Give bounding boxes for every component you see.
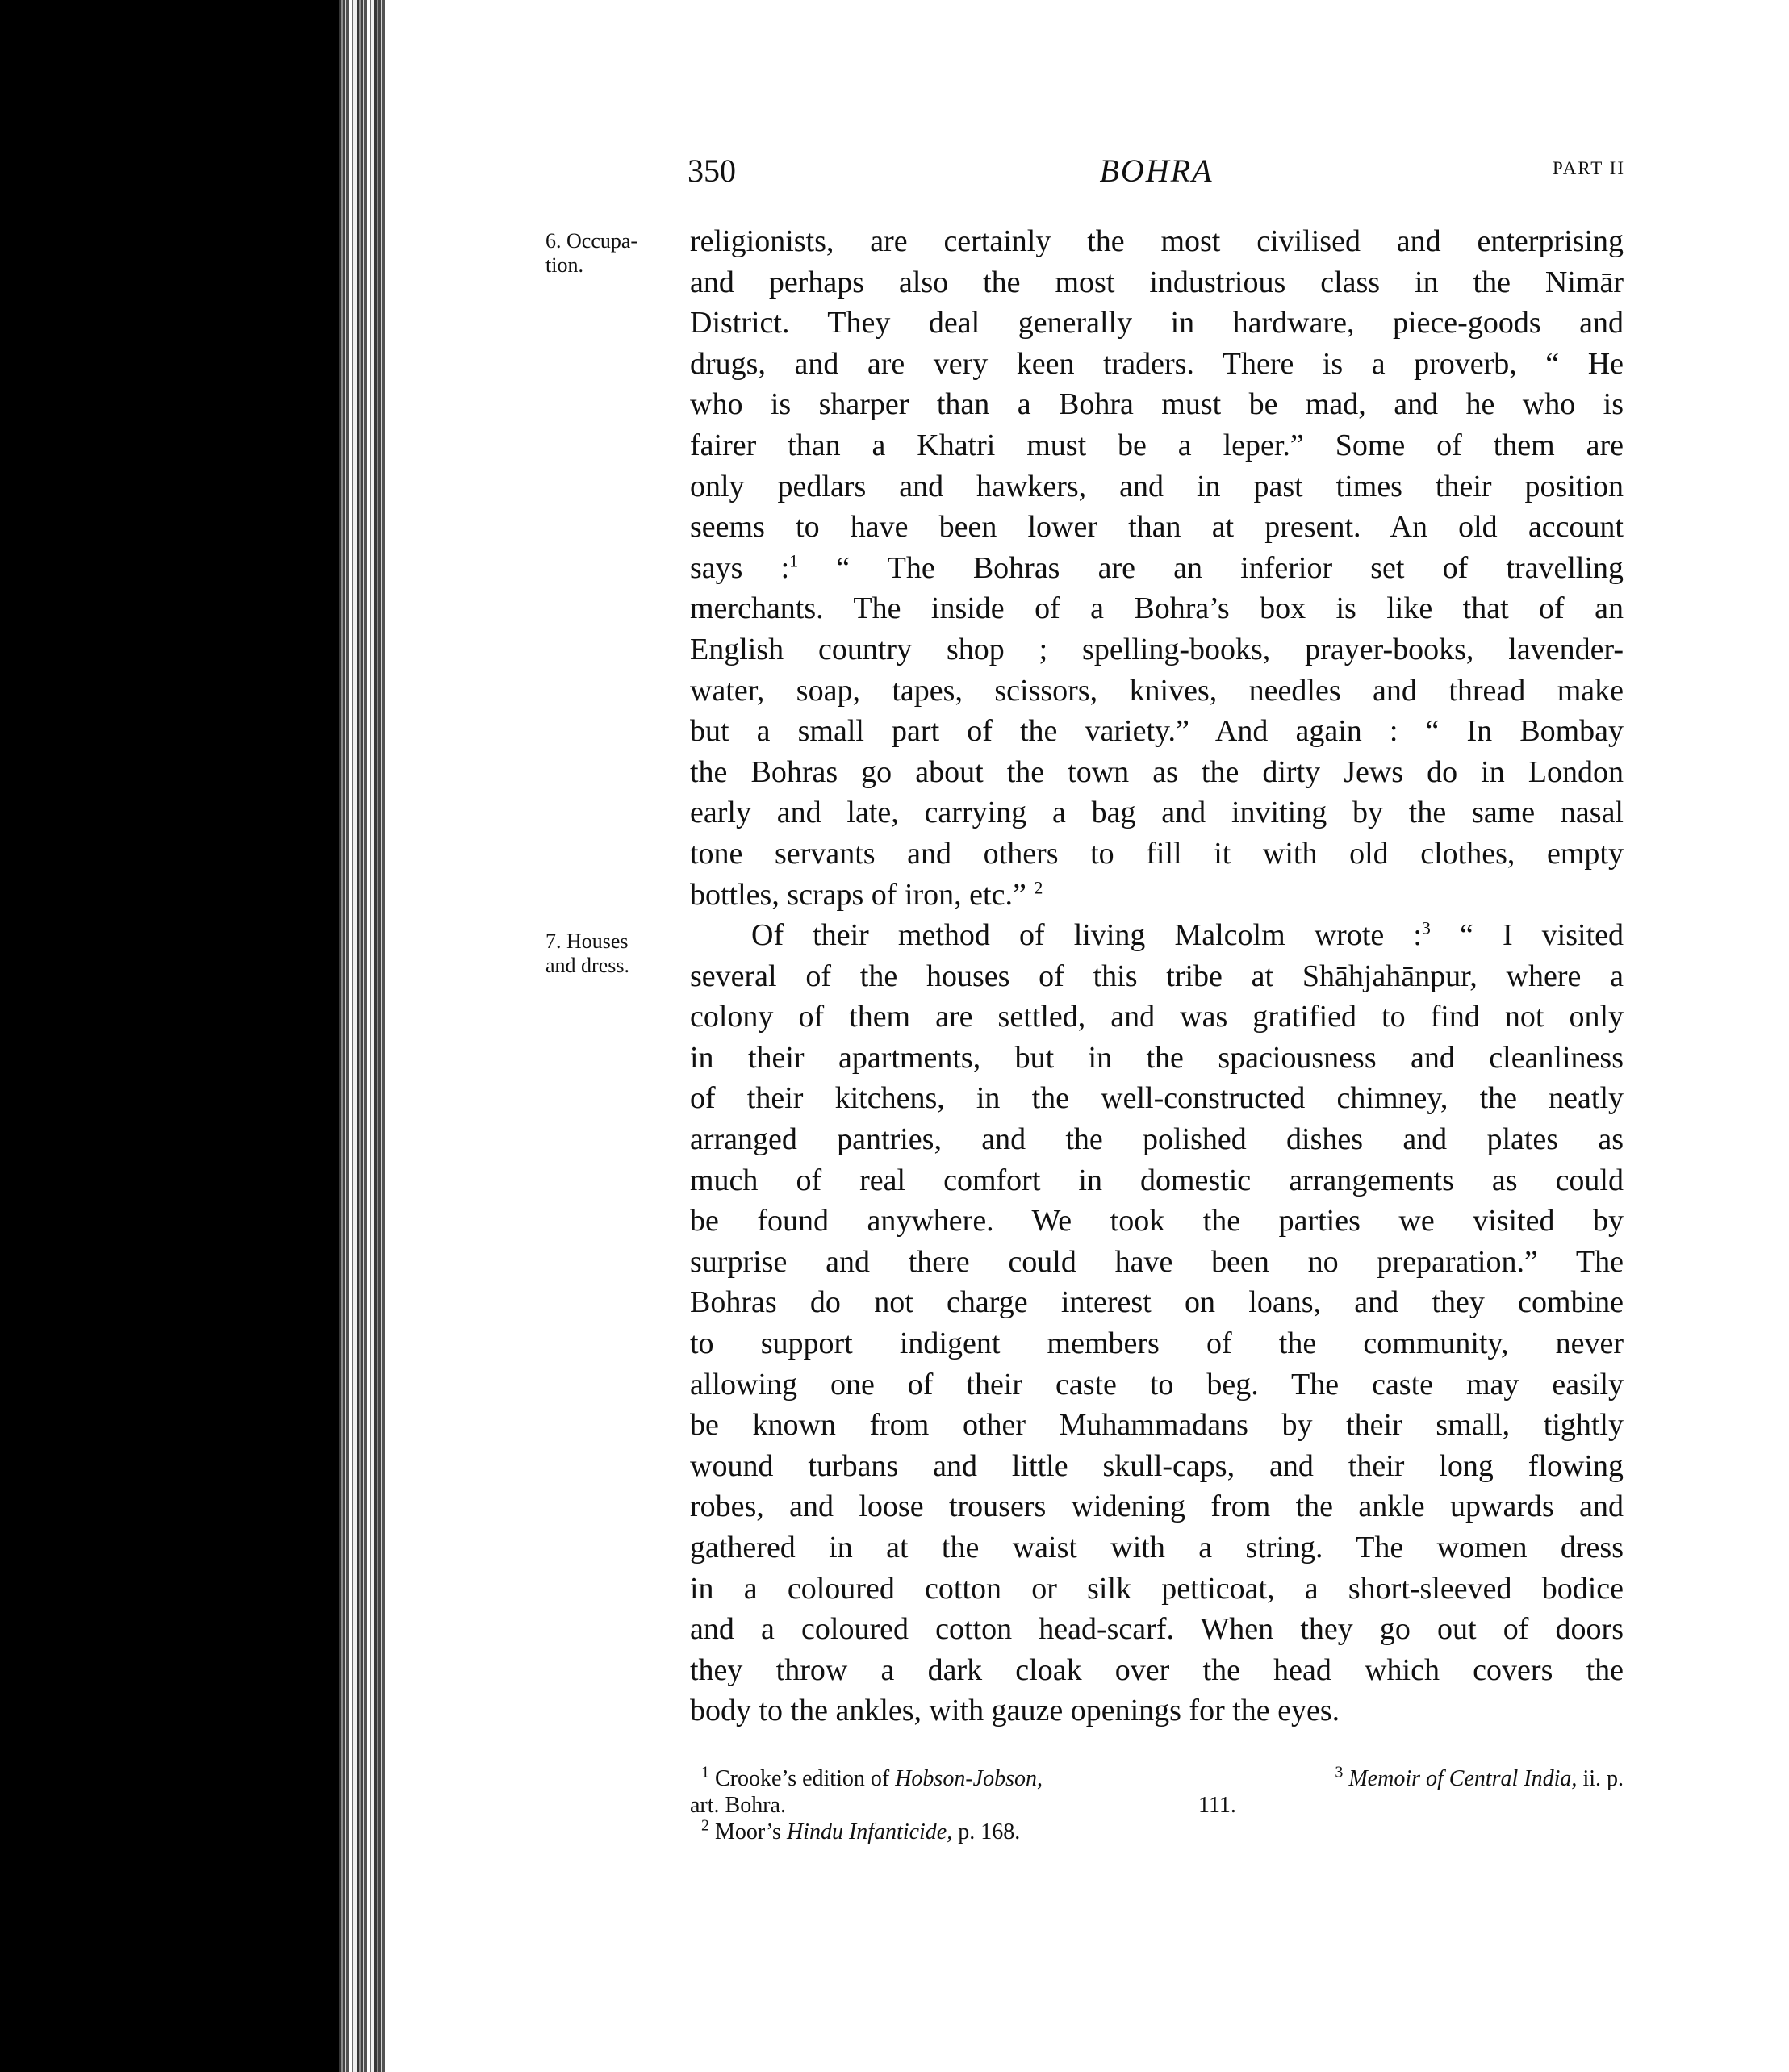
side-note-houses-line2: and dress.	[545, 954, 629, 977]
side-note-occupation-line1: 6. Occupa-	[545, 229, 638, 253]
footnote-ref-3: 3	[1421, 917, 1431, 938]
body-line: early and late, carrying a bag and inviting by the same nasal	[690, 796, 1624, 830]
para2-first-text: Of their method of living Malcolm wrote :	[751, 918, 1422, 953]
body-line: in a coloured cotton or silk petticoat, a short-sleeved bodice	[690, 1571, 1624, 1606]
body-line: and perhaps also the most industrious class in the Nimār	[690, 265, 1624, 299]
footnote-2-title: Hindu Infanticide,	[786, 1819, 953, 1844]
footnote-3-text: ii. p.	[1582, 1766, 1624, 1791]
body-line: they throw a dark cloak over the head which covers the	[690, 1652, 1624, 1687]
body-line: arranged pantries, and the polished dishes and plates as	[690, 1122, 1624, 1157]
page-number: 350	[688, 152, 736, 189]
body-line: tone servants and others to fill it with old clothes, empty	[690, 836, 1624, 871]
body-line: to support indigent members of the community, never	[690, 1326, 1624, 1361]
body-line: be known from other Muhammadans by their small, tightly	[690, 1408, 1624, 1443]
side-note-houses-line1: 7. Houses	[545, 929, 629, 953]
body-line: of their kitchens, in the well-constructed chimney, the neatly	[690, 1081, 1624, 1116]
footnote-row-1	[690, 1765, 1624, 1792]
para2-first-rest: “ I visited	[1460, 918, 1624, 953]
body-line: water, soap, tapes, scissors, knives, needles and thread make	[690, 673, 1624, 708]
body-line: colony of them are settled, and was gratified to find not only	[690, 1000, 1624, 1034]
footnote-ref-2: 2	[1034, 876, 1043, 897]
body-line-last: body to the ankles, with gauze openings for the eyes.	[690, 1694, 1340, 1728]
body-line: District. They deal generally in hardware, piece-goods and	[690, 306, 1624, 340]
body-line-last	[690, 875, 1624, 916]
body-line: several of the houses of this tribe at Shāhjahānpur, where a	[690, 959, 1624, 993]
body-line: surprise and there could have been no preparation.” The	[690, 1244, 1624, 1279]
body-line: in their apartments, but in the spaciousness and cleanliness	[690, 1040, 1624, 1075]
body-line: wound turbans and little skull-caps, and their long flowing	[690, 1448, 1624, 1483]
body-line: and a coloured cotton head-scarf. When they go out of doors	[690, 1612, 1624, 1647]
footnote-1-text: Crooke’s edition of	[715, 1766, 890, 1791]
footnote-3-mark: 3	[1335, 1763, 1344, 1782]
side-note-occupation-line2: tion.	[545, 253, 583, 277]
footnote-2-mark: 2	[701, 1816, 709, 1835]
body-line-says	[690, 548, 1624, 589]
body-line: the Bohras go about the town as the dirty Jews do in London	[690, 754, 1624, 789]
body-line: but a small part of the variety.” And again : “ In Bombay	[690, 714, 1624, 749]
says-word: says :	[690, 550, 790, 585]
body-line: only pedlars and hawkers, and in past times their position	[690, 469, 1624, 503]
body-line: allowing one of their caste to beg. The caste may easily	[690, 1367, 1624, 1402]
footnote-2-text: Moor’s	[715, 1819, 781, 1844]
body-line: Bohras do not charge interest on loans, and they combine	[690, 1285, 1624, 1320]
body-line: fairer than a Khatri must be a leper.” Some of them are	[690, 428, 1624, 462]
footnote-1-title: Hobson-Jobson,	[895, 1766, 1043, 1791]
body-line-text: bottles, scraps of iron, etc.”	[690, 877, 1026, 912]
footnote-ref-1: 1	[789, 550, 799, 571]
footnote-1-mark: 1	[701, 1763, 709, 1782]
body-text	[690, 221, 1624, 1732]
footnotes	[690, 1765, 1624, 1845]
footnote-3	[1335, 1765, 1624, 1792]
body-line: be found anywhere. We took the parties we visited by	[690, 1204, 1624, 1239]
footnote-3-title: Memoir of Central India,	[1348, 1766, 1578, 1791]
footnote-2-end: p. 168.	[958, 1819, 1021, 1844]
part-label: PART II	[1553, 158, 1625, 178]
footnote-row-2	[690, 1792, 1624, 1819]
body-line: merchants. The inside of a Bohra’s box is like that of an	[690, 591, 1624, 626]
body-line: much of real comfort in domestic arrangements as could	[690, 1163, 1624, 1197]
body-line: drugs, and are very keen traders. There is a proverb, “ He	[690, 346, 1624, 381]
body-line: English country shop ; spelling-books, prayer-books, lavender-	[690, 632, 1624, 666]
footnote-row-3	[690, 1816, 1624, 1845]
side-note-houses	[545, 929, 667, 978]
footnote-1-cont: art. Bohra.	[690, 1793, 786, 1818]
body-line: who is sharper than a Bohra must be mad, and he who is	[690, 387, 1624, 422]
body-line: seems to have been lower than at present. An old account	[690, 510, 1624, 545]
body-line: gathered in at the waist with a string. The women dress	[690, 1531, 1624, 1564]
body-line: robes, and loose trousers widening from the ankle upwards and	[690, 1489, 1624, 1524]
running-title: BOHRA	[1099, 152, 1214, 189]
side-note-occupation	[545, 229, 667, 278]
says-rest: “ The Bohras are an inferior set of travelling	[836, 550, 1624, 585]
page-header	[688, 152, 1625, 200]
paragraph-2-first-line	[690, 915, 1624, 956]
body-line: religionists, are certainly the most civilised and enterprising	[690, 224, 1624, 258]
footnote-3-cont: 111.	[1198, 1793, 1236, 1818]
footnote-1	[690, 1765, 1043, 1792]
